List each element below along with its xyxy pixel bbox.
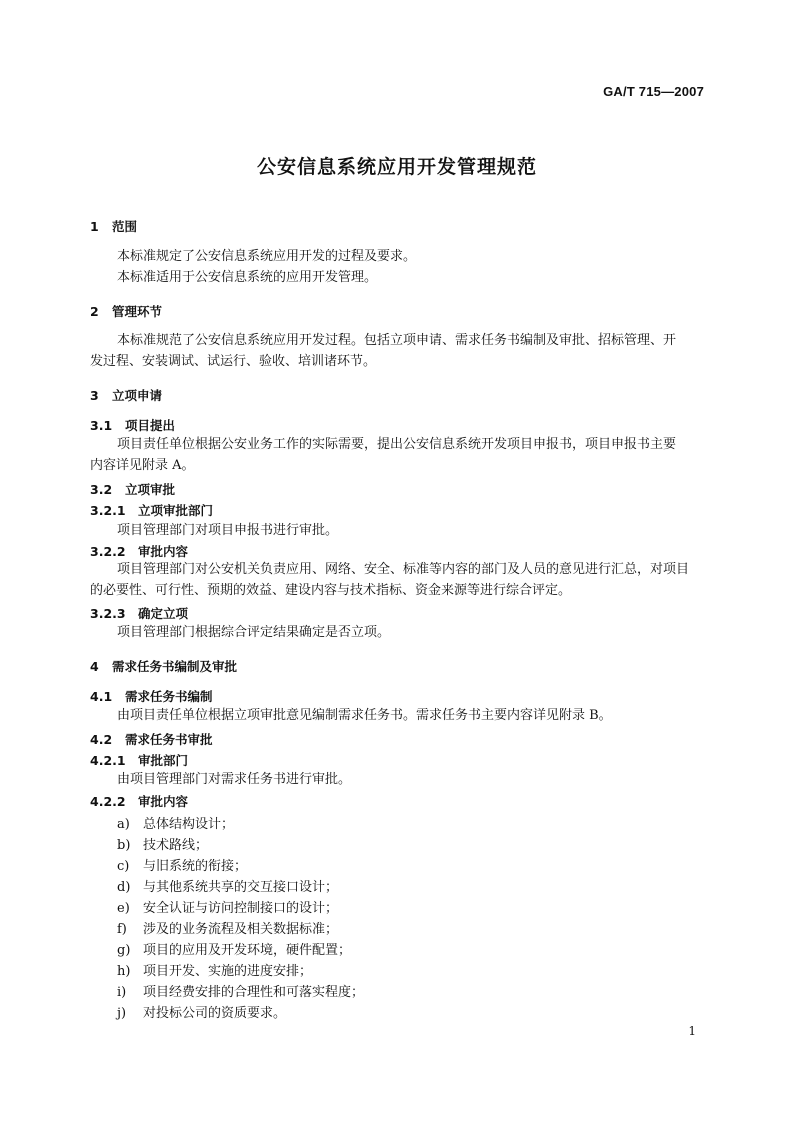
list-item: i) 项目经费安排的合理性和可落实程度； xyxy=(117,985,365,1000)
section-3-1-paragraph-line-2: 内容详见附录 A。 xyxy=(90,458,195,473)
section-3-heading: 3 立项申请 xyxy=(90,388,163,403)
page-number: 1 xyxy=(688,1024,696,1038)
section-4-2-heading: 4.2 需求任务书审批 xyxy=(90,732,213,747)
section-3-2-1-paragraph: 项目管理部门对项目申报书进行审批。 xyxy=(117,523,339,538)
section-3-1-paragraph-line-1: 项目责任单位根据公安业务工作的实际需要，提出公安信息系统开发项目申报书，项目申报书主要 xyxy=(117,437,677,452)
section-4-2-1-heading: 4.2.1 审批部门 xyxy=(90,753,189,768)
list-item: b) 技术路线； xyxy=(117,838,209,853)
section-3-2-3-heading: 3.2.3 确定立项 xyxy=(90,606,189,621)
section-3-2-2-heading: 3.2.2 审批内容 xyxy=(90,544,189,559)
list-item: d) 与其他系统共享的交互接口设计； xyxy=(117,880,339,895)
list-item: h) 项目开发、实施的进度安排； xyxy=(117,964,313,979)
section-1-heading: 1 范围 xyxy=(90,219,138,234)
section-1-paragraph-1: 本标准规定了公安信息系统应用开发的过程及要求。 xyxy=(117,249,417,264)
section-4-heading: 4 需求任务书编制及审批 xyxy=(90,659,238,674)
standard-code: GA/T 715—2007 xyxy=(603,84,704,99)
section-2-paragraph-line-1: 本标准规范了公安信息系统应用开发过程。包括立项申请、需求任务书编制及审批、招标管理、开 xyxy=(117,333,677,348)
list-item: j) 对投标公司的资质要求。 xyxy=(117,1006,287,1021)
section-3-2-1-heading: 3.2.1 立项审批部门 xyxy=(90,503,214,518)
section-4-2-2-heading: 4.2.2 审批内容 xyxy=(90,794,189,809)
section-3-2-3-paragraph: 项目管理部门根据综合评定结果确定是否立项。 xyxy=(117,625,391,640)
list-item: c) 与旧系统的衔接； xyxy=(117,859,248,874)
section-4-1-heading: 4.1 需求任务书编制 xyxy=(90,689,213,704)
section-4-2-1-paragraph: 由项目管理部门对需求任务书进行审批。 xyxy=(117,772,352,787)
section-3-2-2-paragraph-line-2: 的必要性、可行性、预期的效益、建设内容与技术指标、资金来源等进行综合评定。 xyxy=(90,583,572,598)
section-3-1-heading: 3.1 项目提出 xyxy=(90,418,176,433)
document-title: 公安信息系统应用开发管理规范 xyxy=(256,156,537,178)
section-3-2-heading: 3.2 立项审批 xyxy=(90,482,176,497)
section-1-paragraph-2: 本标准适用于公安信息系统的应用开发管理。 xyxy=(117,270,378,285)
section-2-heading: 2 管理环节 xyxy=(90,304,163,319)
list-item: g) 项目的应用及开发环境，硬件配置； xyxy=(117,943,352,958)
list-item: f) 涉及的业务流程及相关数据标准； xyxy=(117,922,339,937)
list-item: a) 总体结构设计； xyxy=(117,817,235,832)
section-4-1-paragraph: 由项目责任单位根据立项审批意见编制需求任务书。需求任务书主要内容详见附录 B。 xyxy=(117,708,612,723)
section-2-paragraph-line-2: 发过程、安装调试、试运行、验收、培训诸环节。 xyxy=(90,354,377,369)
section-3-2-2-paragraph-line-1: 项目管理部门对公安机关负责应用、网络、安全、标准等内容的部门及人员的意见进行汇总，对项目 xyxy=(117,562,690,577)
list-item: e) 安全认证与访问控制接口的设计； xyxy=(117,901,339,916)
